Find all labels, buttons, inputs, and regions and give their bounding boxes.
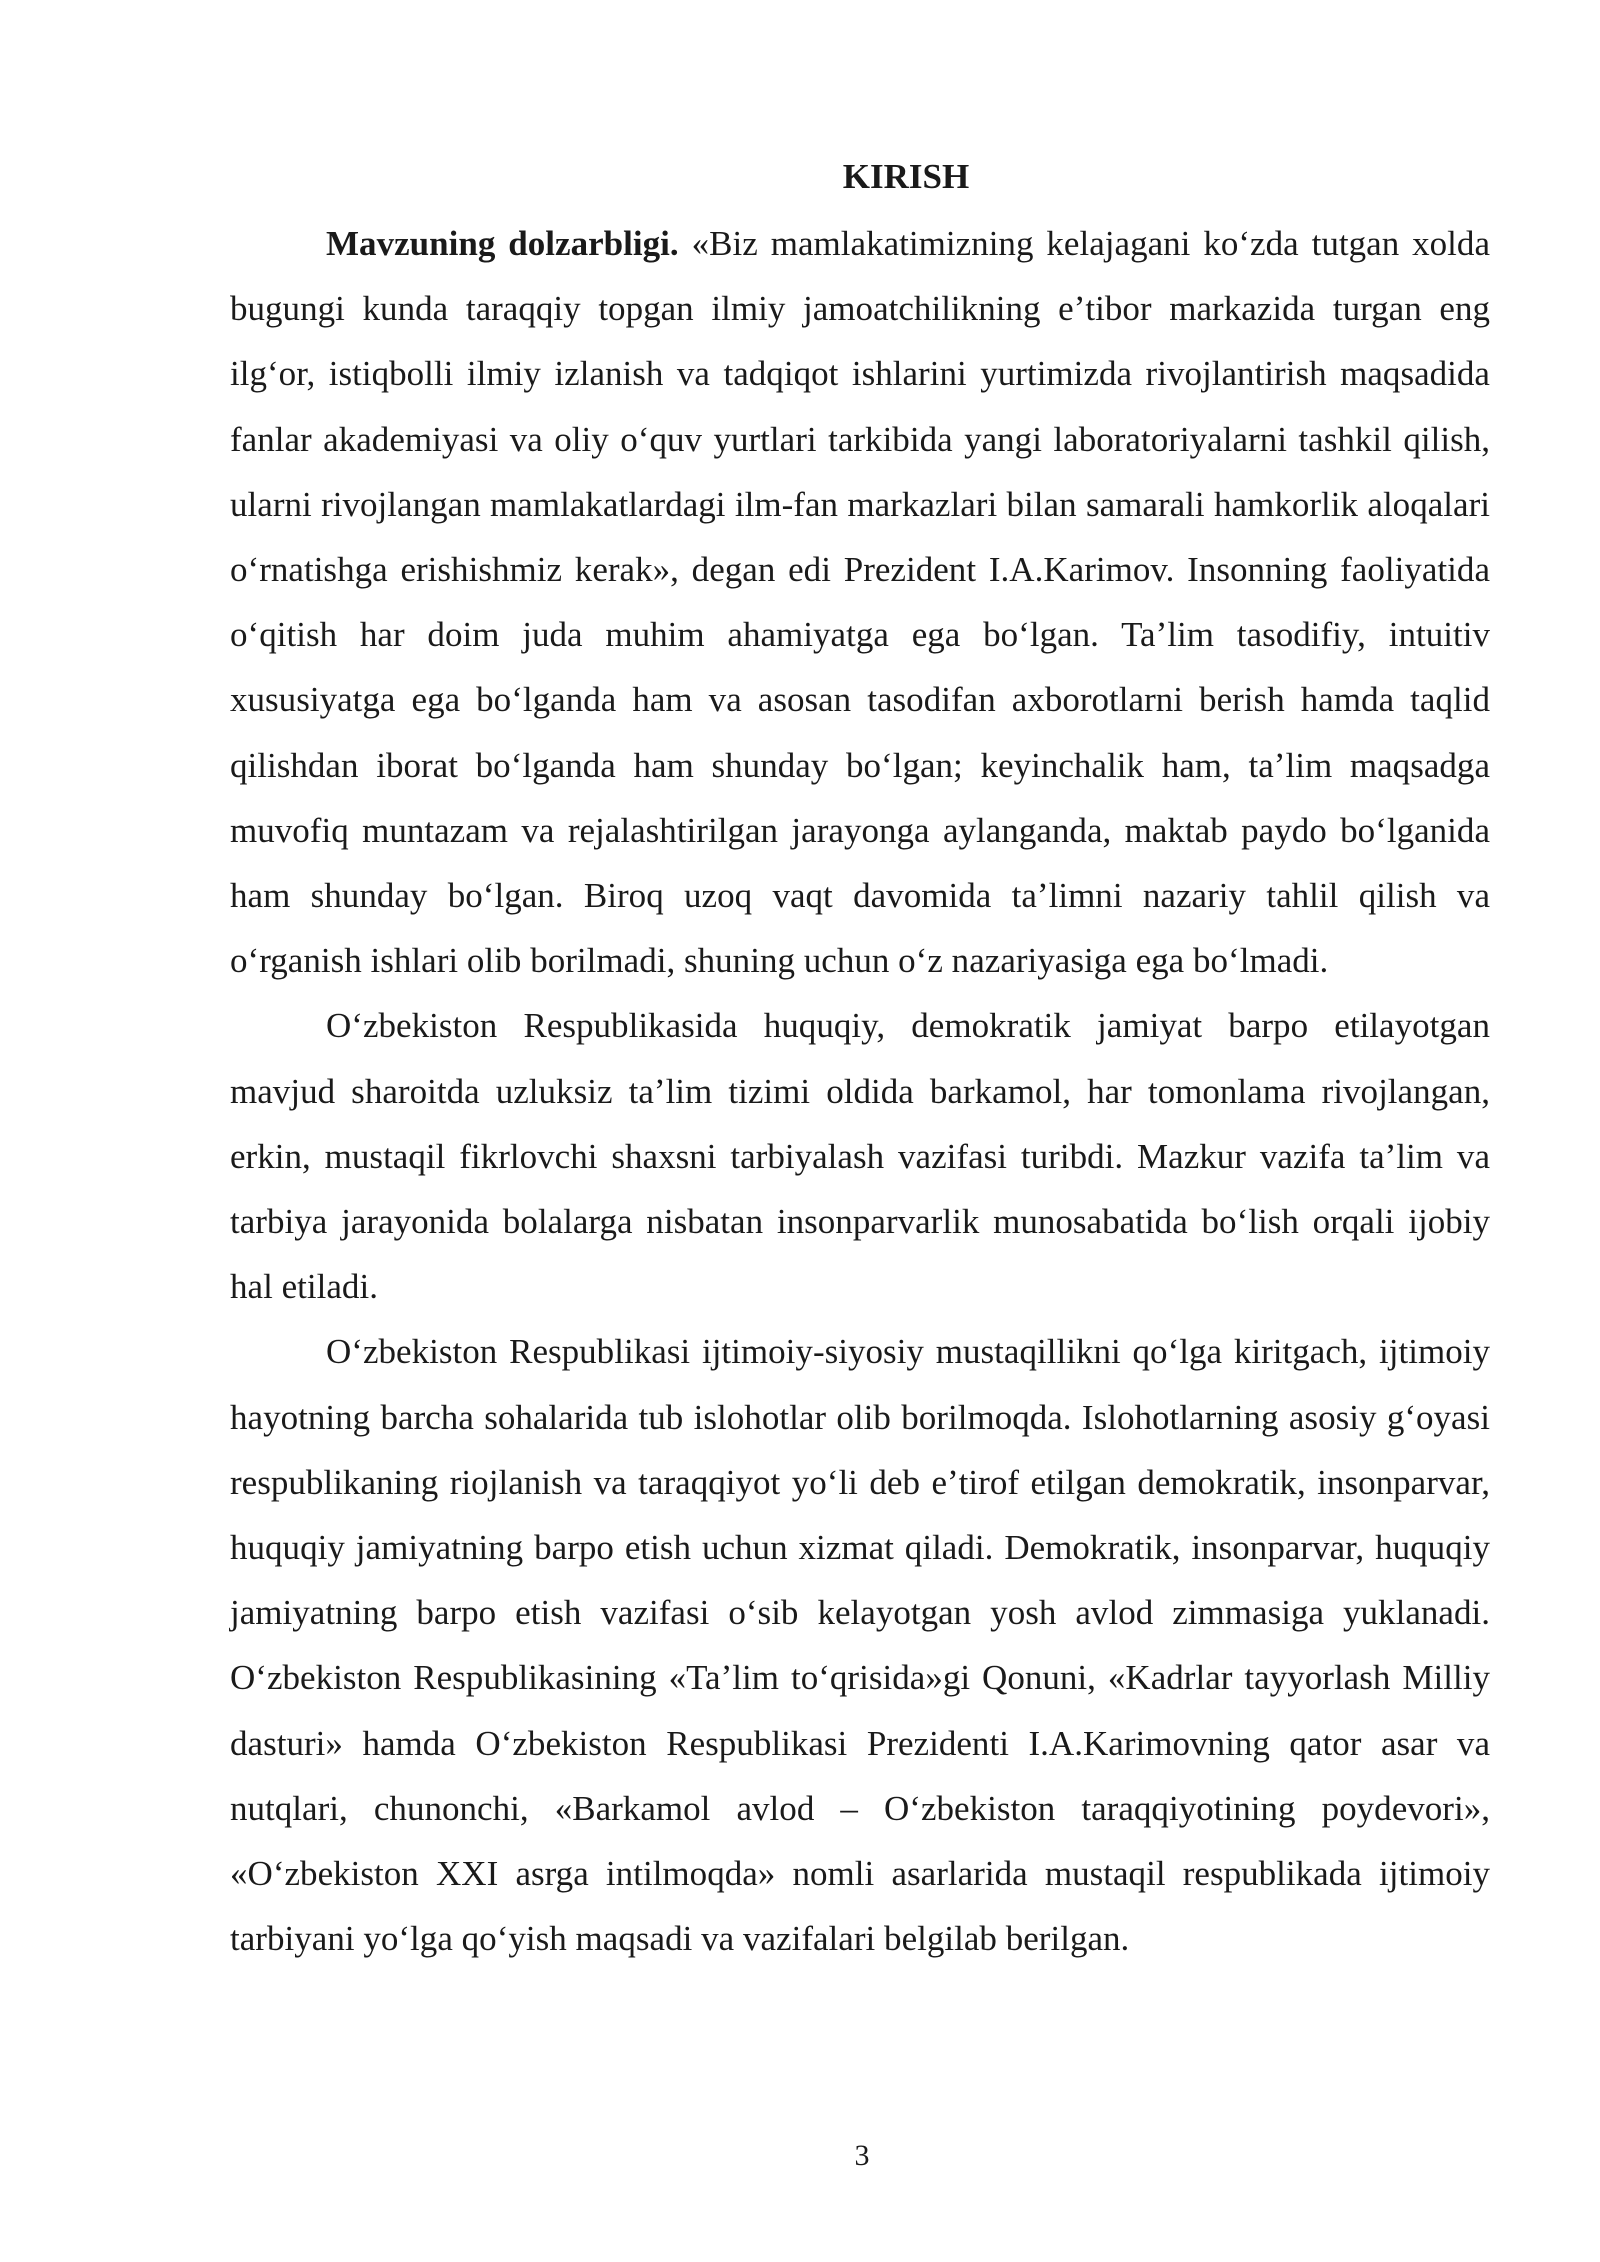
paragraph-lead: Mavzuning dolzarbligi.	[326, 224, 679, 263]
page-content	[230, 146, 1490, 1971]
paragraph-text: «Biz mamlakatimizning kelajagani koʻzda tutgan xolda bugungi kunda taraqqiy topgan ilmiy jamoatchilikning eʼtibor markazida turgan eng ilgʻor, istiqbolli ilmiy izlanish va tadqiqot ishlarini yurtimizda rivojlantirish maqsadida fanlar akademiyasi va oliy oʻquv yurtlari tarkibida yangi laboratoriyalarni tashkil qilish, ularni rivojlangan mamlakatlardagi ilm-fan markazlari bilan samarali hamkorlik aloqalari oʻrnatishga erishishmiz kerak», degan edi Prezident I.A.Karimov. Insonning faoliyatida oʻqitish har doim juda muhim ahamiyatga ega boʻlgan. Taʼlim tasodifiy, intuitiv xususiyatga ega boʻlganda ham va asosan tasodifan axborotlarni berish hamda taqlid qilishdan iborat boʻlganda ham shunday boʻlgan; keyinchalik ham, taʼlim maqsadga muvofiq muntazam va rejalashtirilgan jarayonga aylanganda, maktab paydo boʻlganida ham shunday boʻlgan. Biroq uzoq vaqt davomida taʼlimni nazariy tahlil qilish va oʻrganish ishlari olib borilmadi, shuning uchun oʻz nazariyasiga ega boʻlmadi.	[230, 224, 1490, 981]
page-number: 3	[854, 2139, 870, 2172]
paragraph-relevance	[230, 211, 1490, 993]
paragraph-reforms: Oʻzbekiston Respublikasi ijtimoiy-siyosiy mustaqillikni qoʻlga kiritgach, ijtimoiy hayotning barcha sohalarida tub islohotlar olib borilmoqda. Islohotlarning asosiy gʻoyasi respublikaning riojlanish va taraqqiyot yoʻli deb eʼtirof etilgan demokratik, insonparvar, huquqiy jamiyatning barpo etish uchun xizmat qiladi. Demokratik, insonparvar, huquqiy jamiyatning barpo etish vazifasi oʻsib kelayotgan yosh avlod zimmasiga yuklanadi. Oʻzbekiston Respublikasining «Taʼlim toʻqrisida»gi Qonuni, «Kadrlar tayyorlash Milliy dasturi» hamda Oʻzbekiston Respublikasi Prezidenti I.A.Karimovning qator asar va nutqlari, chunonchi, «Barkamol avlod – Oʻzbekiston taraqqiyotining poydevori», «Oʻzbekiston XXI asrga intilmoqda» nomli asarlarida mustaqil respublikada ijtimoiy tarbiyani yoʻlga qoʻyish maqsadi va vazifalari belgilab berilgan.	[230, 1332, 1490, 1959]
section-heading: KIRISH	[842, 157, 970, 196]
paragraph-education-system: Oʻzbekiston Respublikasida huquqiy, demokratik jamiyat barpo etilayotgan mavjud sharoitda uzluksiz taʼlim tizimi oldida barkamol, har tomonlama rivojlangan, erkin, mustaqil fikrlovchi shaxsni tarbiyalash vazifasi turibdi. Mazkur vazifa taʼlim va tarbiya jarayonida bolalarga nisbatan insonparvarlik munosabatida boʻlish orqali ijobiy hal etiladi.	[230, 1006, 1490, 1307]
